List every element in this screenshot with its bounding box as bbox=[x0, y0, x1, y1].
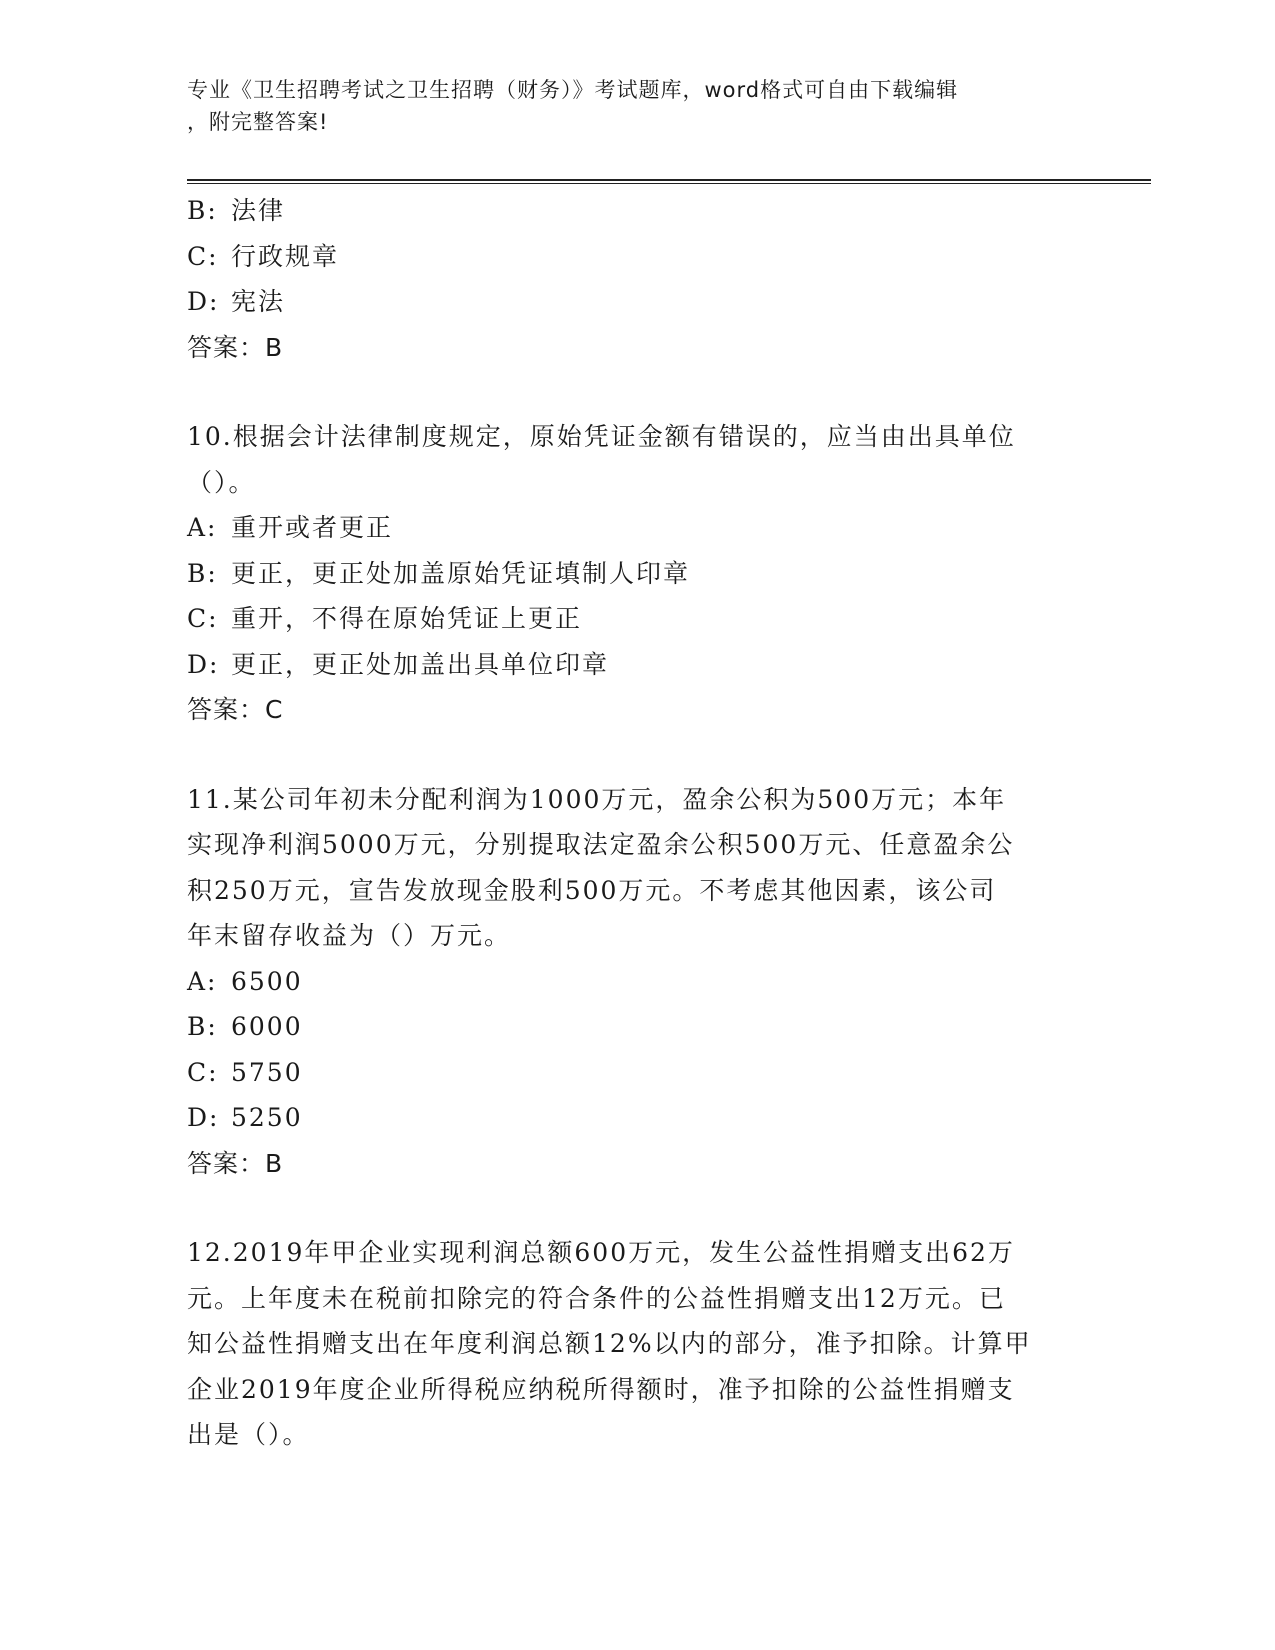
option-text: 更正，更正处加盖原始凭证填制人印章 bbox=[231, 558, 691, 588]
option-text: 宪法 bbox=[231, 287, 286, 316]
option-b bbox=[187, 551, 1087, 597]
option-text: 5750 bbox=[231, 1057, 303, 1087]
option-c bbox=[187, 596, 1087, 642]
option-letter: C: bbox=[187, 1057, 219, 1087]
option-letter: D: bbox=[187, 649, 220, 679]
header-line-1: 专业《卫生招聘考试之卫生招聘（财务）》考试题库，word格式可自由下载编辑 bbox=[187, 78, 959, 102]
option-text: 6000 bbox=[231, 1012, 303, 1041]
question-text-line: 积250万元，宣告发放现金股利500万元。不考虑其他因素，该公司 bbox=[187, 875, 997, 905]
question-text-line: 实现净利润5000万元，分别提取法定盈余公积500万元、任意盈余公 bbox=[187, 830, 1015, 859]
option-b bbox=[187, 1004, 1087, 1050]
option-b bbox=[187, 188, 1087, 234]
question-block-12 bbox=[187, 1230, 1087, 1458]
document-body bbox=[187, 188, 1087, 1458]
option-text: 6500 bbox=[231, 966, 303, 996]
option-letter: B: bbox=[187, 1012, 218, 1041]
option-text: 重开或者更正 bbox=[231, 513, 394, 542]
question-text-line: 出是（）。 bbox=[187, 1420, 310, 1449]
header-rule-thin bbox=[187, 183, 1151, 184]
option-letter: D: bbox=[187, 1103, 220, 1132]
header-line-2: ，附完整答案! bbox=[187, 110, 329, 134]
option-letter: C: bbox=[187, 604, 219, 633]
option-letter: C: bbox=[187, 241, 219, 271]
option-c bbox=[187, 234, 1087, 280]
option-d bbox=[187, 1095, 1087, 1141]
option-a bbox=[187, 959, 1087, 1005]
question-text-line: 企业2019年度企业所得税应纳税所得额时，准予扣除的公益性捐赠支 bbox=[187, 1374, 1015, 1404]
question-text-line: 12.2019年甲企业实现利润总额600万元，发生公益性捐赠支出62万 bbox=[187, 1238, 1015, 1267]
option-letter: B: bbox=[187, 558, 218, 588]
option-text: 5250 bbox=[231, 1103, 303, 1132]
option-d bbox=[187, 279, 1087, 325]
option-c bbox=[187, 1050, 1087, 1096]
option-letter: D: bbox=[187, 287, 220, 316]
option-text: 法律 bbox=[231, 196, 286, 225]
question-text-line: 知公益性捐赠支出在年度利润总额12%以内的部分，准予扣除。计算甲 bbox=[187, 1329, 1032, 1358]
option-text: 重开，不得在原始凭证上更正 bbox=[231, 604, 583, 633]
option-letter: B: bbox=[187, 196, 218, 225]
option-text: 更正，更正处加盖出具单位印章 bbox=[231, 649, 610, 679]
question-block-9 bbox=[187, 188, 1087, 370]
option-a bbox=[187, 505, 1087, 551]
option-d bbox=[187, 642, 1087, 688]
option-letter: A: bbox=[187, 966, 218, 996]
question-text-line: 元。上年度未在税前扣除完的符合条件的公益性捐赠支出12万元。已 bbox=[187, 1283, 1006, 1313]
page-header bbox=[187, 74, 1067, 138]
question-text-line: 10.根据会计法律制度规定，原始凭证金额有错误的，应当由出具单位 bbox=[187, 422, 1016, 451]
question-block-11 bbox=[187, 777, 1087, 1187]
question-block-10 bbox=[187, 414, 1087, 733]
option-letter: A: bbox=[187, 513, 218, 542]
question-text-line: 年末留存收益为（）万元。 bbox=[187, 921, 512, 950]
answer-line: 答案：B bbox=[187, 332, 284, 362]
option-text: 行政规章 bbox=[231, 241, 340, 271]
header-rule bbox=[187, 179, 1151, 181]
answer-line: 答案：C bbox=[187, 695, 284, 724]
question-text-line: （）。 bbox=[187, 467, 256, 497]
answer-line: 答案：B bbox=[187, 1148, 284, 1178]
question-text-line: 11.某公司年初未分配利润为1000万元，盈余公积为500万元；本年 bbox=[187, 784, 1007, 814]
